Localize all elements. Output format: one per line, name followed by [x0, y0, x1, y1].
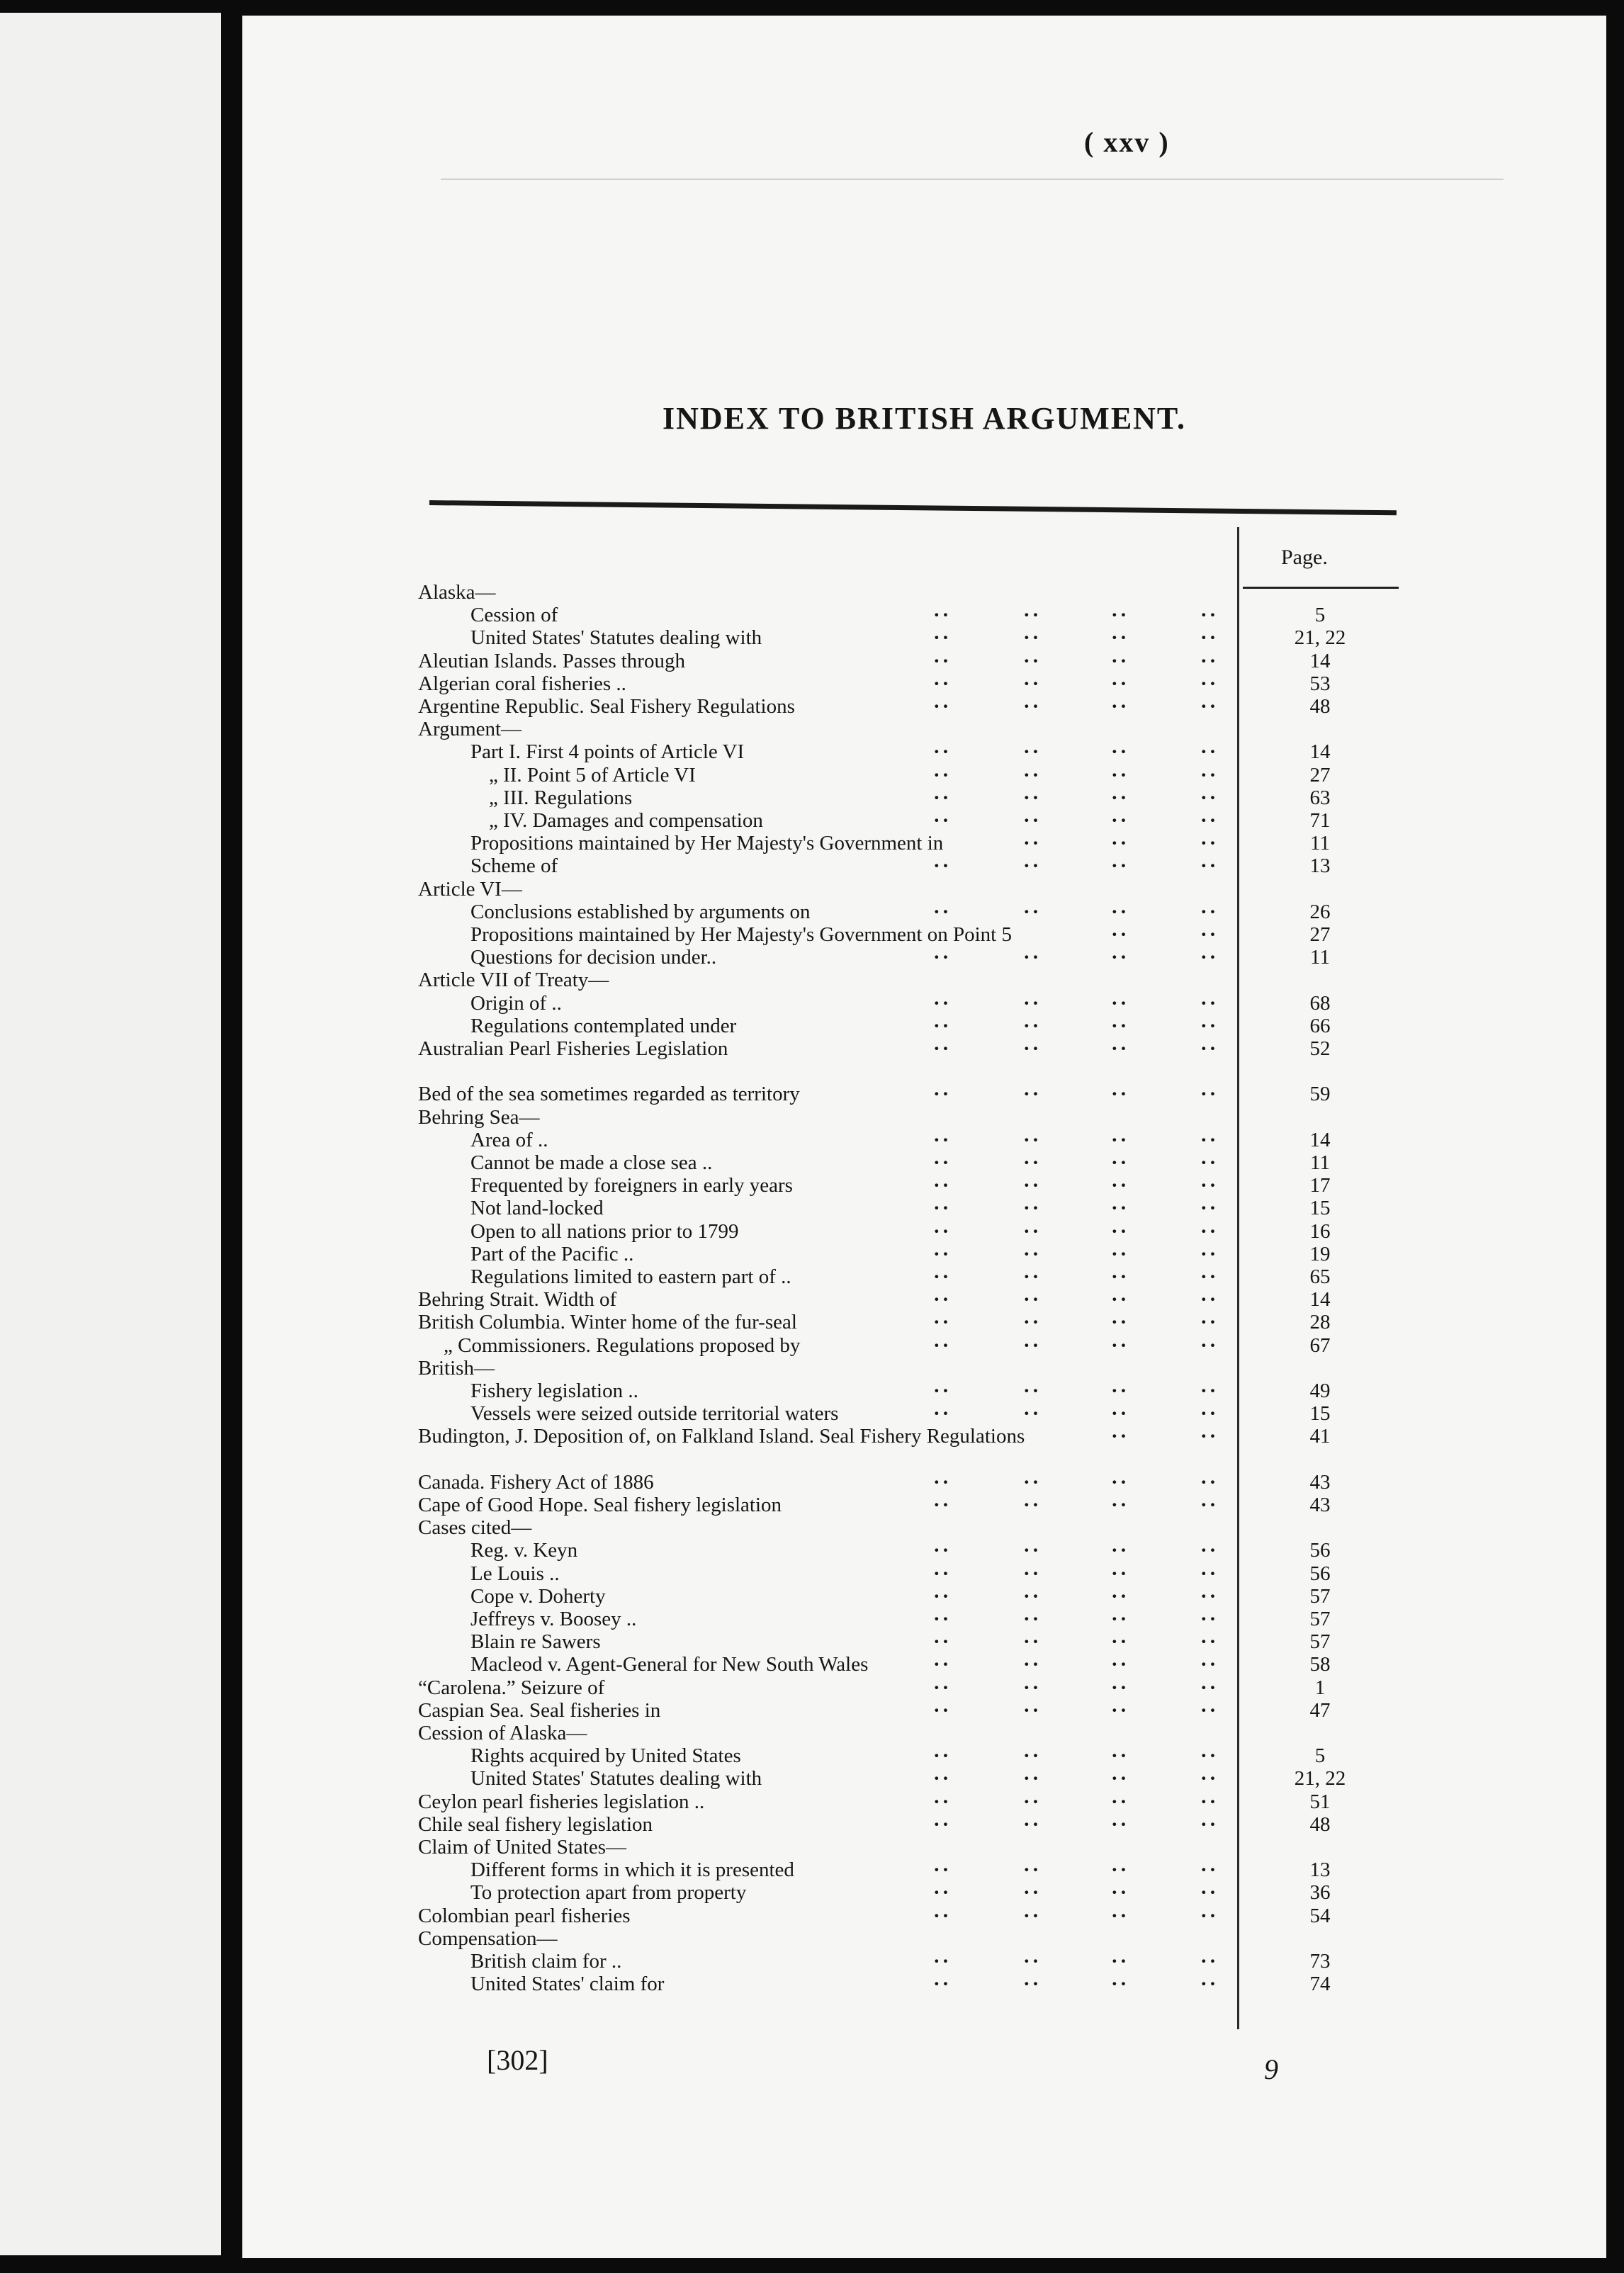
entry-text: Origin of .. — [470, 991, 562, 1015]
entry-text: Le Louis .. — [470, 1562, 560, 1585]
index-entry: Different forms in which it is presented ·· ·· ·· ·· 13 — [242, 1859, 1606, 1881]
index-entry: Regulations contemplated under ·· ·· ·· ·· 66 — [242, 1015, 1606, 1037]
entry-page: 59 — [1309, 1083, 1331, 1106]
index-entry: Canada. Fishery Act of 1886 ·· ·· ·· ·· 43 — [242, 1471, 1606, 1494]
entry-page: 13 — [1309, 855, 1331, 878]
index-entry — [242, 1722, 1606, 1744]
entry-page: 56 — [1309, 1539, 1331, 1562]
entry-page: 48 — [1309, 695, 1331, 718]
index-entry: Propositions maintained by Her Majesty's Government on Point 5 ·· ·· 27 — [242, 923, 1606, 946]
index-entry: Vessels were seized outside territorial waters ·· ·· ·· ·· 15 — [242, 1402, 1606, 1425]
entry-text: Vessels were seized outside territorial waters — [470, 1402, 839, 1426]
index-entry: United States' Statutes dealing with ·· ·· ·· ·· 21, 22 — [242, 626, 1606, 649]
index-entry — [242, 581, 1606, 604]
entry-page: 11 — [1310, 1151, 1330, 1174]
entry-text: Different forms in which it is presented — [470, 1859, 794, 1882]
entry-text: „ III. Regulations — [489, 786, 633, 809]
index-entry: Propositions maintained by Her Majesty's Government in ·· ·· ·· 11 — [242, 832, 1606, 855]
entry-page: 14 — [1309, 649, 1331, 672]
entry-page: 63 — [1309, 786, 1331, 809]
index-entry: „ Commissioners. Regulations proposed by ·· ·· ·· ·· 67 — [242, 1334, 1606, 1357]
entry-text: Bed of the sea sometimes regarded as territory — [418, 1083, 800, 1106]
entry-text: Cape of Good Hope. Seal fishery legislation — [418, 1494, 782, 1516]
entry-page: 19 — [1309, 1242, 1331, 1265]
entry-text: Argentine Republic. Seal Fishery Regulations — [418, 695, 795, 718]
entry-text: Reg. v. Keyn — [470, 1539, 578, 1562]
entry-page: 13 — [1309, 1859, 1331, 1882]
index-entry: Ceylon pearl fisheries legislation .. ·· ·· ·· ·· 51 — [242, 1790, 1606, 1813]
entry-page: 27 — [1309, 763, 1331, 786]
entry-text: Compensation— — [418, 1927, 558, 1950]
entry-page: 71 — [1309, 809, 1331, 832]
entry-text: Colombian pearl fisheries — [418, 1904, 631, 1927]
catalogue-mark: [302] — [487, 2044, 548, 2076]
index-entry: British claim for .. ·· ·· ·· ·· 73 — [242, 1950, 1606, 1973]
entry-text: Open to all nations prior to 1799 — [470, 1219, 739, 1243]
entry-page: 17 — [1309, 1174, 1331, 1197]
title-rule — [429, 500, 1397, 515]
index-entry — [242, 1927, 1606, 1950]
entry-text: Scheme of — [470, 855, 558, 878]
entry-text: Cope v. Doherty — [470, 1584, 606, 1608]
index-entry: Cape of Good Hope. Seal fishery legislation ·· ·· ·· ·· 43 — [242, 1494, 1606, 1516]
entry-page: 15 — [1309, 1402, 1331, 1426]
entry-text: United States' Statutes dealing with — [470, 626, 762, 650]
index-entry: Blain re Sawers ·· ·· ·· ·· 57 — [242, 1630, 1606, 1653]
index-entry: Cannot be made a close sea .. ·· ·· ·· ·· 11 — [242, 1151, 1606, 1174]
entry-page: 41 — [1309, 1425, 1331, 1448]
index-entry: Reg. v. Keyn ·· ·· ·· ·· 56 — [242, 1539, 1606, 1562]
entry-page: 53 — [1309, 672, 1331, 695]
entry-page: 51 — [1309, 1790, 1331, 1813]
entry-text: „ Commissioners. Regulations proposed by — [444, 1333, 801, 1357]
entry-page: 27 — [1309, 923, 1331, 946]
index-entry: Australian Pearl Fisheries Legislation ·· ·· ·· ·· 52 — [242, 1037, 1606, 1060]
index-entry: Chile seal fishery legislation ·· ·· ·· ·· 48 — [242, 1813, 1606, 1836]
entry-text: Part I. First 4 points of Article VI — [470, 740, 745, 764]
entry-page: 43 — [1309, 1494, 1331, 1516]
index-entry: British Columbia. Winter home of the fur-seal ·· ·· ·· ·· 28 — [242, 1311, 1606, 1333]
entry-text: United States' claim for — [470, 1973, 665, 1996]
entry-text: Propositions maintained by Her Majesty's Government on Point 5 — [470, 923, 1012, 946]
entry-text: British claim for .. — [470, 1950, 622, 1973]
index-entry: Questions for decision under.. ·· ·· ·· ·· 11 — [242, 946, 1606, 969]
entry-text: Conclusions established by arguments on — [470, 900, 811, 923]
entry-page: 21, 22 — [1294, 626, 1346, 650]
index-entry: Regulations limited to eastern part of .. ·· ·· ·· ·· 65 — [242, 1265, 1606, 1288]
entry-text: Jeffreys v. Boosey .. — [470, 1608, 637, 1630]
index-entry: Budington, J. Deposition of, on Falkland Island. Seal Fishery Regulations ·· ·· 41 — [242, 1425, 1606, 1448]
index-entry: Area of .. ·· ·· ·· ·· 14 — [242, 1129, 1606, 1151]
facing-page-edge — [0, 13, 221, 2255]
entry-page: 43 — [1309, 1470, 1331, 1494]
entry-text: Budington, J. Deposition of, on Falkland Island. Seal Fishery Regulations — [418, 1425, 1025, 1448]
entry-text: Algerian coral fisheries .. — [418, 672, 626, 695]
index-entry — [242, 1448, 1606, 1471]
entry-text: Chile seal fishery legislation — [418, 1812, 653, 1836]
index-entry: Part of the Pacific .. ·· ·· ·· ·· 19 — [242, 1243, 1606, 1265]
entry-page: 73 — [1309, 1950, 1331, 1973]
entry-page: 56 — [1309, 1562, 1331, 1585]
index-entry: Caspian Sea. Seal fisheries in ·· ·· ·· ·· 47 — [242, 1699, 1606, 1722]
index-entry: „ III. Regulations ·· ·· ·· ·· 63 — [242, 786, 1606, 809]
index-entry: Rights acquired by United States ·· ·· ·· ·· 5 — [242, 1744, 1606, 1767]
entry-page: 74 — [1309, 1973, 1331, 1996]
entry-page: 47 — [1309, 1698, 1331, 1722]
index-entry — [242, 1516, 1606, 1539]
entry-page: 15 — [1309, 1197, 1331, 1220]
index-entry: Behring Strait. Width of ·· ·· ·· ·· 14 — [242, 1288, 1606, 1311]
entry-page: 57 — [1309, 1608, 1331, 1630]
entry-page: 1 — [1314, 1676, 1326, 1699]
index-entry — [242, 1106, 1606, 1129]
index-entry: Colombian pearl fisheries ·· ·· ·· ·· 54 — [242, 1905, 1606, 1927]
entry-page: 5 — [1314, 1744, 1326, 1768]
index-entry — [242, 1836, 1606, 1859]
entry-page: 48 — [1309, 1812, 1331, 1836]
entry-text: Area of .. — [470, 1128, 548, 1151]
index-page — [242, 16, 1606, 2258]
entry-text: Rights acquired by United States — [470, 1744, 741, 1768]
index-entry: Cope v. Doherty ·· ·· ·· ·· 57 — [242, 1585, 1606, 1608]
entry-page: 14 — [1309, 740, 1331, 764]
index-entry: Part I. First 4 points of Article VI ·· ·· ·· ·· 14 — [242, 740, 1606, 763]
entry-text: Fishery legislation .. — [470, 1380, 638, 1402]
entry-page: 14 — [1309, 1288, 1331, 1312]
entry-text: Ceylon pearl fisheries legislation .. — [418, 1790, 705, 1813]
entry-text: Questions for decision under.. — [470, 946, 717, 969]
entry-text: „ II. Point 5 of Article VI — [489, 763, 696, 786]
index-entry: Not land-locked ·· ·· ·· ·· 15 — [242, 1197, 1606, 1219]
index-entry: Origin of .. ·· ·· ·· ·· 68 — [242, 992, 1606, 1015]
index-entry: To protection apart from property ·· ·· ·· ·· 36 — [242, 1881, 1606, 1904]
entry-text: Regulations limited to eastern part of .. — [470, 1265, 791, 1288]
page-number: ( xxv ) — [1084, 126, 1170, 158]
index-entry: Le Louis .. ·· ·· ·· ·· 56 — [242, 1562, 1606, 1585]
index-entry: Cession of ·· ·· ·· ·· 5 — [242, 604, 1606, 626]
index-entry: “Carolena.” Seizure of ·· ·· ·· ·· 1 — [242, 1676, 1606, 1699]
entry-text: Cession of Alaska— — [418, 1722, 587, 1744]
index-entry: Argentine Republic. Seal Fishery Regulations ·· ·· ·· ·· 48 — [242, 695, 1606, 718]
entry-text: British— — [418, 1356, 495, 1380]
index-entry: „ II. Point 5 of Article VI ·· ·· ·· ·· 27 — [242, 764, 1606, 786]
index-entry: United States' claim for ·· ·· ·· ·· 74 — [242, 1973, 1606, 1995]
entry-text: Frequented by foreigners in early years — [470, 1174, 793, 1197]
index-entry: „ IV. Damages and compensation ·· ·· ·· ·· 71 — [242, 809, 1606, 832]
index-entry: United States' Statutes dealing with ·· ·· ·· ·· 21, 22 — [242, 1767, 1606, 1790]
entry-text: Cases cited— — [418, 1516, 532, 1540]
entry-text: Behring Sea— — [418, 1105, 540, 1129]
entry-text: Caspian Sea. Seal fisheries in — [418, 1698, 661, 1722]
index-entry: Conclusions established by arguments on ·· ·· ·· ·· 26 — [242, 901, 1606, 923]
entry-page: 26 — [1309, 900, 1331, 923]
entry-text: Part of the Pacific .. — [470, 1242, 634, 1265]
entry-page: 65 — [1309, 1265, 1331, 1288]
entry-text: Claim of United States— — [418, 1836, 626, 1859]
entry-text: Article VI— — [418, 877, 522, 901]
index-entry: Bed of the sea sometimes regarded as territory ·· ·· ·· ·· 59 — [242, 1083, 1606, 1105]
entry-page: 54 — [1309, 1904, 1331, 1927]
entry-text: United States' Statutes dealing with — [470, 1767, 762, 1790]
index-entry — [242, 1357, 1606, 1380]
entry-page: 68 — [1309, 991, 1331, 1015]
entry-page: 28 — [1309, 1311, 1331, 1334]
index-entry — [242, 969, 1606, 991]
entry-page: 66 — [1309, 1014, 1331, 1037]
entry-text: Propositions maintained by Her Majesty's Government in — [470, 832, 944, 855]
entry-text: Macleod v. Agent-General for New South Wales — [470, 1653, 869, 1676]
index-entry — [242, 1060, 1606, 1083]
index-entry: Algerian coral fisheries .. ·· ·· ·· ·· 53 — [242, 672, 1606, 695]
entry-page: 57 — [1309, 1584, 1331, 1608]
entry-text: Cannot be made a close sea .. — [470, 1151, 713, 1174]
entry-page: 49 — [1309, 1380, 1331, 1402]
entry-page: 57 — [1309, 1630, 1331, 1654]
entry-text: Blain re Sawers — [470, 1630, 601, 1654]
index-entry: Jeffreys v. Boosey .. ·· ·· ·· ·· 57 — [242, 1608, 1606, 1630]
entry-text: British Columbia. Winter home of the fur-seal — [418, 1311, 797, 1334]
entry-page: 11 — [1310, 946, 1330, 969]
index-entry: Open to all nations prior to 1799 ·· ·· ·· ·· 16 — [242, 1220, 1606, 1243]
entry-text: Cession of — [470, 604, 558, 627]
entry-text: Regulations contemplated under — [470, 1014, 737, 1037]
entry-page: 14 — [1309, 1128, 1331, 1151]
faint-rule — [441, 179, 1504, 180]
index-entry: Fishery legislation .. ·· ·· ·· ·· 49 — [242, 1380, 1606, 1402]
entry-page: 67 — [1309, 1333, 1331, 1357]
entry-text: Argument— — [418, 718, 522, 741]
entry-text: Canada. Fishery Act of 1886 — [418, 1470, 654, 1494]
index-entry — [242, 718, 1606, 740]
entry-text: Alaska— — [418, 581, 496, 604]
entry-page: 21, 22 — [1294, 1767, 1346, 1790]
entry-text: Article VII of Treaty— — [418, 969, 609, 992]
index-entry: Macleod v. Agent-General for New South Wales ·· ·· ·· ·· 58 — [242, 1653, 1606, 1676]
index-entry — [242, 878, 1606, 901]
entry-text: Aleutian Islands. Passes through — [418, 649, 685, 672]
signature-mark: 9 — [1264, 2053, 1278, 2085]
entry-page: 16 — [1309, 1219, 1331, 1243]
entry-page: 58 — [1309, 1653, 1331, 1676]
index-entry: Scheme of ·· ·· ·· ·· 13 — [242, 855, 1606, 877]
entry-text: To protection apart from property — [470, 1881, 747, 1905]
index-entry: Aleutian Islands. Passes through ·· ·· ·· ·· 14 — [242, 650, 1606, 672]
entry-text: Behring Strait. Width of — [418, 1288, 617, 1312]
index-entry: Frequented by foreigners in early years ·· ·· ·· ·· 17 — [242, 1174, 1606, 1197]
entry-page: 11 — [1310, 832, 1330, 855]
page-column-header: Page. — [1281, 546, 1328, 569]
entry-page: 5 — [1314, 604, 1326, 627]
entry-text: Australian Pearl Fisheries Legislation — [418, 1037, 728, 1060]
entry-page: 52 — [1309, 1037, 1331, 1060]
entry-page: 36 — [1309, 1881, 1331, 1905]
index-title: INDEX TO BRITISH ARGUMENT. — [662, 401, 1187, 436]
entry-text: Not land-locked — [470, 1197, 604, 1220]
entry-text: “Carolena.” Seizure of — [418, 1676, 605, 1699]
entry-text: „ IV. Damages and compensation — [489, 809, 763, 832]
